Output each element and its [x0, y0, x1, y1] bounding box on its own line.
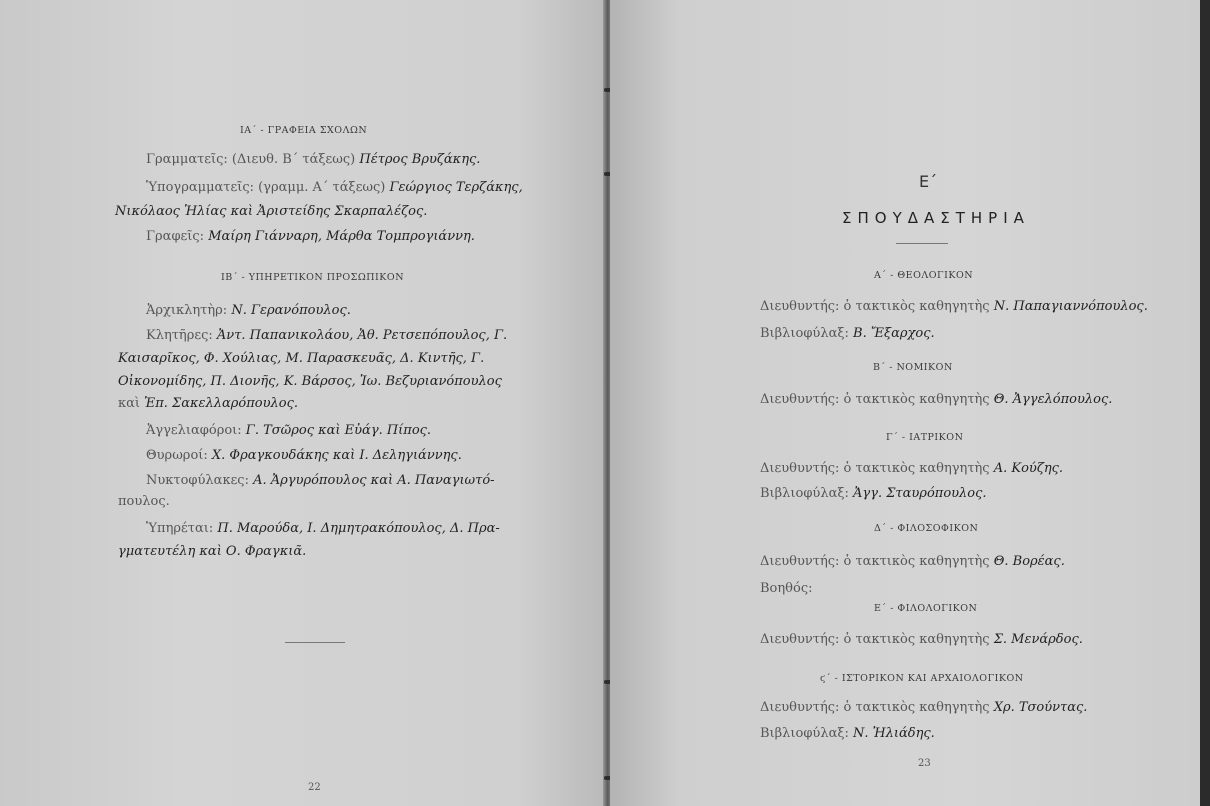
text-line: Γραφεῖς: Μαίρη Γιάνναρη, Μάρθα Τομπρογιάννη.	[146, 229, 475, 244]
book-edge	[1200, 0, 1210, 806]
text-line: Βιβλιοφύλαξ: Ἀγγ. Σταυρόπουλος.	[760, 486, 987, 501]
text-line: Γραμματεῖς: (Διευθ. Β΄ τάξεως) Πέτρος Βρυζάκης.	[146, 152, 481, 167]
text-line: Θυρωροί: Χ. Φραγκουδάκης καὶ Ι. Δεληγιάννης.	[146, 448, 462, 463]
section-heading-12: ΙΒ΄ - ΥΠΗΡΕΤΙΚΟΝ ΠΡΟΣΩΠΙΚΟΝ	[221, 272, 405, 283]
text-line: καὶ Ἐπ. Σακελλαρόπουλος.	[118, 396, 299, 411]
text-line: Διευθυντής: ὁ τακτικὸς καθηγητὴς Α. Κούζης.	[760, 461, 1064, 476]
section-heading: Β΄ - ΝΟΜΙΚΟΝ	[873, 362, 953, 373]
text-line: Ὑπογραμματεῖς: (γραμμ. Α΄ τάξεως) Γεώργιος Τερζάκης,	[146, 180, 523, 195]
text-line: Βοηθός:	[760, 581, 813, 596]
text-line: πουλος.	[118, 494, 170, 509]
section-heading: Γ΄ - ΙΑΤΡΙΚΟΝ	[886, 432, 964, 443]
text-line: Διευθυντής: ὁ τακτικὸς καθηγητὴς Χρ. Τσούντας.	[760, 700, 1088, 715]
text-line: Βιβλιοφύλαξ: Ν. Ἠλιάδης.	[760, 726, 935, 741]
page-number: 23	[918, 758, 931, 769]
text-line: Νυκτοφύλακες: Α. Ἀργυρόπουλος καὶ Α. Παναγιωτό-	[146, 473, 495, 488]
text-line: Διευθυντής: ὁ τακτικὸς καθηγητὴς Θ. Βορέας.	[760, 554, 1065, 569]
page-number: 22	[308, 782, 321, 793]
section-heading: Δ΄ - ΦΙΛΟΣΟΦΙΚΟΝ	[874, 523, 979, 534]
text-line: Διευθυντής: ὁ τακτικὸς καθηγητὴς Ν. Παπαγιαννόπουλος.	[760, 299, 1148, 314]
text-line: Καισαρῖκος, Φ. Χούλιας, Μ. Παρασκευᾶς, Δ. Κιντῆς, Γ.	[118, 351, 485, 366]
text-line: Κλητῆρες: Ἀντ. Παπανικολάου, Ἀθ. Ρετσεπόπουλος, Γ.	[146, 328, 508, 343]
text-line: γματευτέλη καὶ Ο. Φραγκιᾶ.	[118, 544, 307, 559]
text-line: Νικόλαος Ἠλίας καὶ Ἀριστείδης Σκαρπαλέζος.	[115, 204, 428, 219]
text-line: Ἀγγελιαφόροι: Γ. Τσῶρος καὶ Εὐάγ. Πίπος.	[146, 423, 432, 438]
text-line: Διευθυντής: ὁ τακτικὸς καθηγητὴς Θ. Ἀγγελόπουλος.	[760, 392, 1113, 407]
divider	[285, 642, 345, 643]
right-page	[610, 0, 1200, 806]
section-heading: Ε΄ - ΦΙΛΟΛΟΓΙΚΟΝ	[874, 603, 978, 614]
text-line: Ἀρχικλητὴρ: Ν. Γερανόπουλος.	[146, 303, 351, 318]
chapter-title: ΣΠΟΥΔΑΣΤΗΡΙΑ	[842, 209, 1030, 227]
section-heading-11: ΙΑ΄ - ΓΡΑΦΕΙΑ ΣΧΟΛΩΝ	[240, 125, 368, 136]
text-line: Βιβλιοφύλαξ: Β. Ἔξαρχος.	[760, 326, 935, 341]
text-line: Διευθυντής: ὁ τακτικὸς καθηγητὴς Σ. Μενάρδος.	[760, 632, 1083, 647]
section-heading: Α΄ - ΘΕΟΛΟΓΙΚΟΝ	[874, 270, 974, 281]
chapter-letter: Ε΄	[919, 172, 938, 191]
text-line: Ὑπηρέται: Π. Μαρούδα, Ι. Δημητρακόπουλος, Δ. Πρα-	[146, 521, 500, 536]
section-heading: ϛ΄ - ΙΣΤΟΡΙΚΟΝ ΚΑΙ ΑΡΧΑΙΟΛΟΓΙΚΟΝ	[820, 673, 1024, 684]
divider	[896, 243, 948, 244]
text-line: Οἰκονομίδης, Π. Διονῆς, Κ. Βάρσος, Ἰω. Βεζυριανόπουλος	[118, 374, 502, 389]
